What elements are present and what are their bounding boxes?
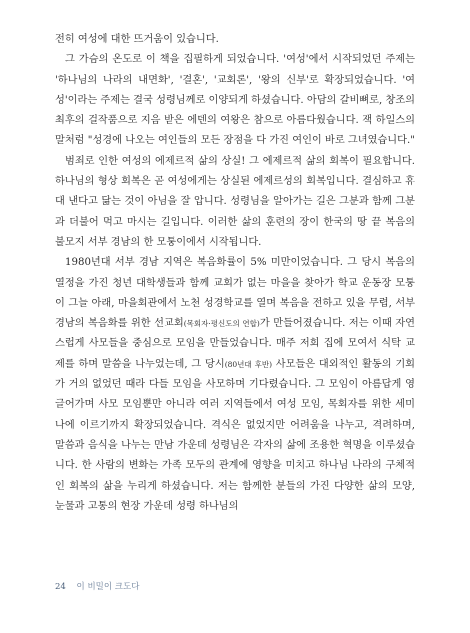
paragraph-2: 그 가슴의 온도로 이 책을 집필하게 되었습니다. '여성'에서 시작되었던 주제는 '하나님의 나라의 내면화', '결혼', '교회론', '왕의 신부'로 확장되었습니다. '여성'이라는 주제는 결국 성령님께로 이양되게 하셨습니다. 아담의 갈비뼈로, 창조의 최후의 걸작품으로 지음 받은 에덴의 여왕은 참으로 아름다웠습니다. 잭 하일스의 말처럼 "성경에 나오는 여인들의 모든 장점을 다 가진 여인이 바로 그녀였습니다." bbox=[55, 54, 415, 147]
body-text bbox=[55, 30, 415, 517]
paragraph-3: 범죄로 인한 여성의 에제르적 삶의 상실! 그 에제르적 삶의 회복이 필요합니다. 하나님의 형상 회복은 곧 여성에게는 상실된 에제르성의 회복입니다. 결심하고 휴대 낸다고 닮는 것이 아님을 잘 압니다. 성령님을 알아가는 길은 그분과 함께 그분과 더불어 먹고 마시는 길입니다. 이러한 삶의 훈련의 장이 한국의 땅 끝 복음의 불모지 서부 경남의 한 모퉁이에서 시작됩니다. bbox=[55, 155, 415, 248]
paragraph-4-text-2: 가 만들어졌습니다. 저는 이때 자연스럽게 사모들을 중심으로 모임을 만들었습니다. 매주 저희 집에 모여서 식탁 교제를 하며 말씀을 나누었는데, 그 당시 bbox=[55, 318, 416, 370]
paragraph-4-note-2: (80년대 후반) bbox=[224, 359, 272, 369]
paragraph-1: 전히 여성에 대한 뜨거움이 있습니다. bbox=[55, 34, 219, 45]
paragraph-4 bbox=[55, 253, 415, 517]
paragraph-4-note-1: (목회자·평신도의 연합) bbox=[183, 319, 260, 329]
paragraph-4-text-3: 사모들은 대외적인 활동의 기회가 거의 없었던 때라 다들 모임을 사모하며 기다렸습니다. 그 모임이 아름답게 영글어가며 사모 모임뿐만 아니라 여러 지역들에서 여성 모임, 목회자를 위한 세미나에 이르기까지 확장되었습니다. 격식은 없었지만 어려움을 나누고, 격려하며, 말씀과 음식을 나누는 만남 가운데 성령님은 각자의 삶에 조용한 혁명을 이루셨습니다. 한 사람의 변화는 가족 모두의 관계에 영향을 미치고 하나님 나라의 구체적인 회복의 삶을 누리게 하셨습니다. 저는 함께한 분들의 가진 다양한 삶의 모양, 눈물과 고통의 현장 가운데 성령 하나님의 bbox=[55, 358, 416, 512]
page-footer bbox=[55, 580, 139, 592]
paragraph-4-text-1: 1980년대 서부 경남 지역은 복음화률이 5% 미만이었습니다. 그 당시 복음의 열정을 가진 청년 대학생들과 함께 교회가 없는 마을을 찾아가 학교 운동장 모퉁이 그늘 아래, 마을회관에서 노천 성경학교를 열며 복음을 전하고 있을 무렵, 서부 경남의 복음화를 위한 선교회 bbox=[55, 257, 415, 330]
page-number: 24 bbox=[55, 582, 66, 592]
running-title: 이 비밀이 크도다 bbox=[76, 582, 140, 592]
